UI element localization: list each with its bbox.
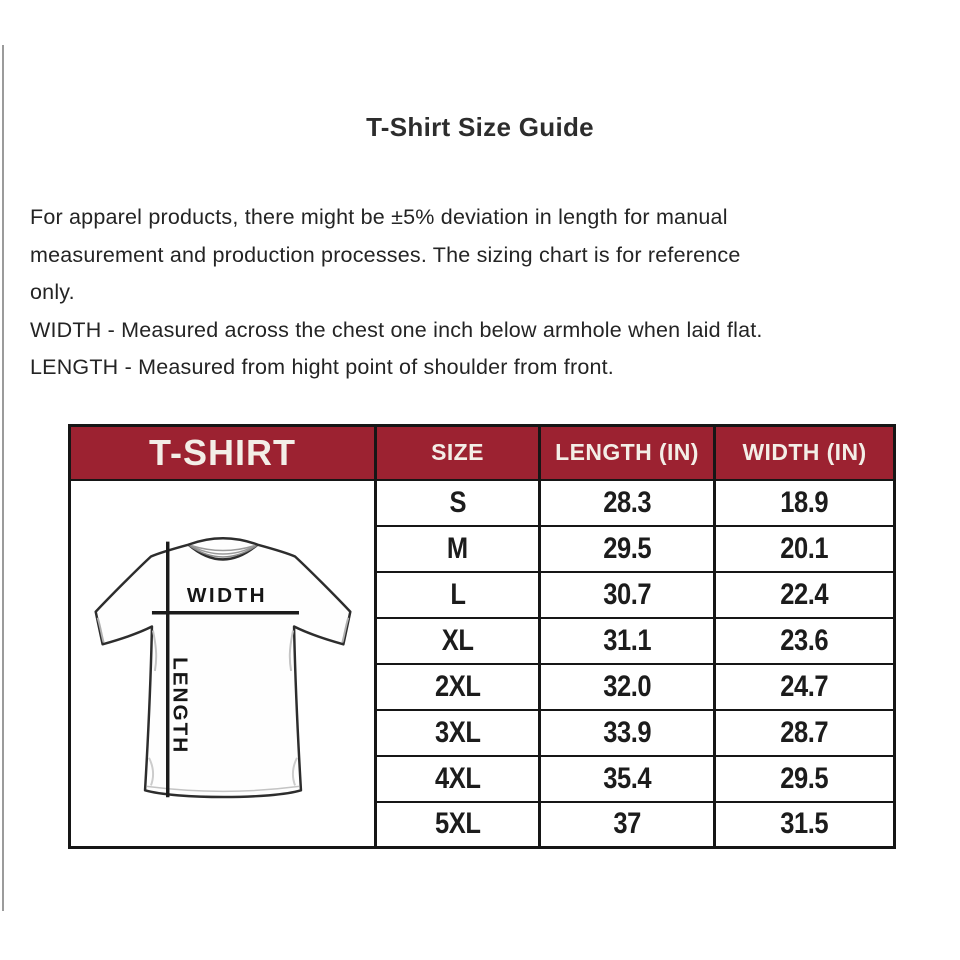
- length-value: 35.4: [603, 761, 651, 795]
- size-cell: [376, 572, 540, 618]
- page-title: T-Shirt Size Guide: [366, 112, 594, 142]
- size-value: 5XL: [434, 807, 481, 841]
- length-cell: [540, 756, 715, 802]
- width-value: 31.5: [780, 807, 829, 841]
- table-header-product: T-SHIRT: [70, 426, 376, 480]
- length-cell: [540, 526, 715, 572]
- length-value: 30.7: [603, 577, 651, 611]
- width-label: WIDTH: [186, 584, 267, 608]
- width-value: 18.9: [780, 485, 829, 519]
- width-cell: [715, 756, 895, 802]
- length-cell: [540, 664, 715, 710]
- size-chart-table: [68, 424, 896, 849]
- size-cell: [376, 756, 540, 802]
- size-value: XL: [441, 623, 474, 657]
- width-cell: [715, 710, 895, 756]
- size-value: 3XL: [434, 715, 481, 749]
- length-value: 33.9: [603, 715, 651, 749]
- table-row: [70, 480, 895, 526]
- length-value: 31.1: [603, 623, 651, 657]
- width-value: 22.4: [780, 577, 829, 611]
- table-header-width: WIDTH (IN): [715, 426, 895, 480]
- size-cell: [376, 664, 540, 710]
- length-cell: [540, 572, 715, 618]
- tshirt-diagram-cell: [70, 480, 376, 848]
- length-cell: [540, 480, 715, 526]
- length-cell: [540, 802, 715, 848]
- size-cell: [376, 802, 540, 848]
- width-cell: [715, 618, 895, 664]
- width-cell: [715, 480, 895, 526]
- length-value: 32.0: [603, 669, 651, 703]
- table-header-row: [70, 426, 895, 480]
- length-cell: [540, 618, 715, 664]
- table-header-length: LENGTH (IN): [540, 426, 715, 480]
- width-cell: [715, 572, 895, 618]
- size-value: 2XL: [434, 669, 481, 703]
- length-label: LENGTH: [168, 657, 192, 755]
- tshirt-outline: [95, 538, 350, 797]
- width-cell: [715, 664, 895, 710]
- length-cell: [540, 710, 715, 756]
- width-value: 20.1: [780, 531, 829, 565]
- size-cell: [376, 480, 540, 526]
- width-value: 23.6: [780, 623, 829, 657]
- width-value: 24.7: [780, 669, 829, 703]
- size-cell: [376, 526, 540, 572]
- width-cell: [715, 802, 895, 848]
- page-edge-divider: [2, 45, 4, 911]
- length-value: 29.5: [603, 531, 651, 565]
- size-guide-description: For apparel products, there might be ±5% deviation in length for manual measurement and production processes. The sizing chart is for reference only. WIDTH - Measured across the chest one inch below armhole when laid flat. LENGTH - Measured from hight point of shoulder from front.: [30, 205, 763, 380]
- size-value: 4XL: [434, 761, 481, 795]
- size-cell: [376, 710, 540, 756]
- width-value: 29.5: [780, 761, 829, 795]
- length-value: 28.3: [603, 485, 651, 519]
- size-value: M: [447, 531, 468, 565]
- width-cell: [715, 526, 895, 572]
- tshirt-diagram: [73, 499, 373, 835]
- size-value: S: [449, 485, 466, 519]
- table-header-size: SIZE: [376, 426, 540, 480]
- width-value: 28.7: [780, 715, 829, 749]
- length-value: 37: [613, 807, 641, 841]
- size-cell: [376, 618, 540, 664]
- size-value: L: [449, 577, 466, 611]
